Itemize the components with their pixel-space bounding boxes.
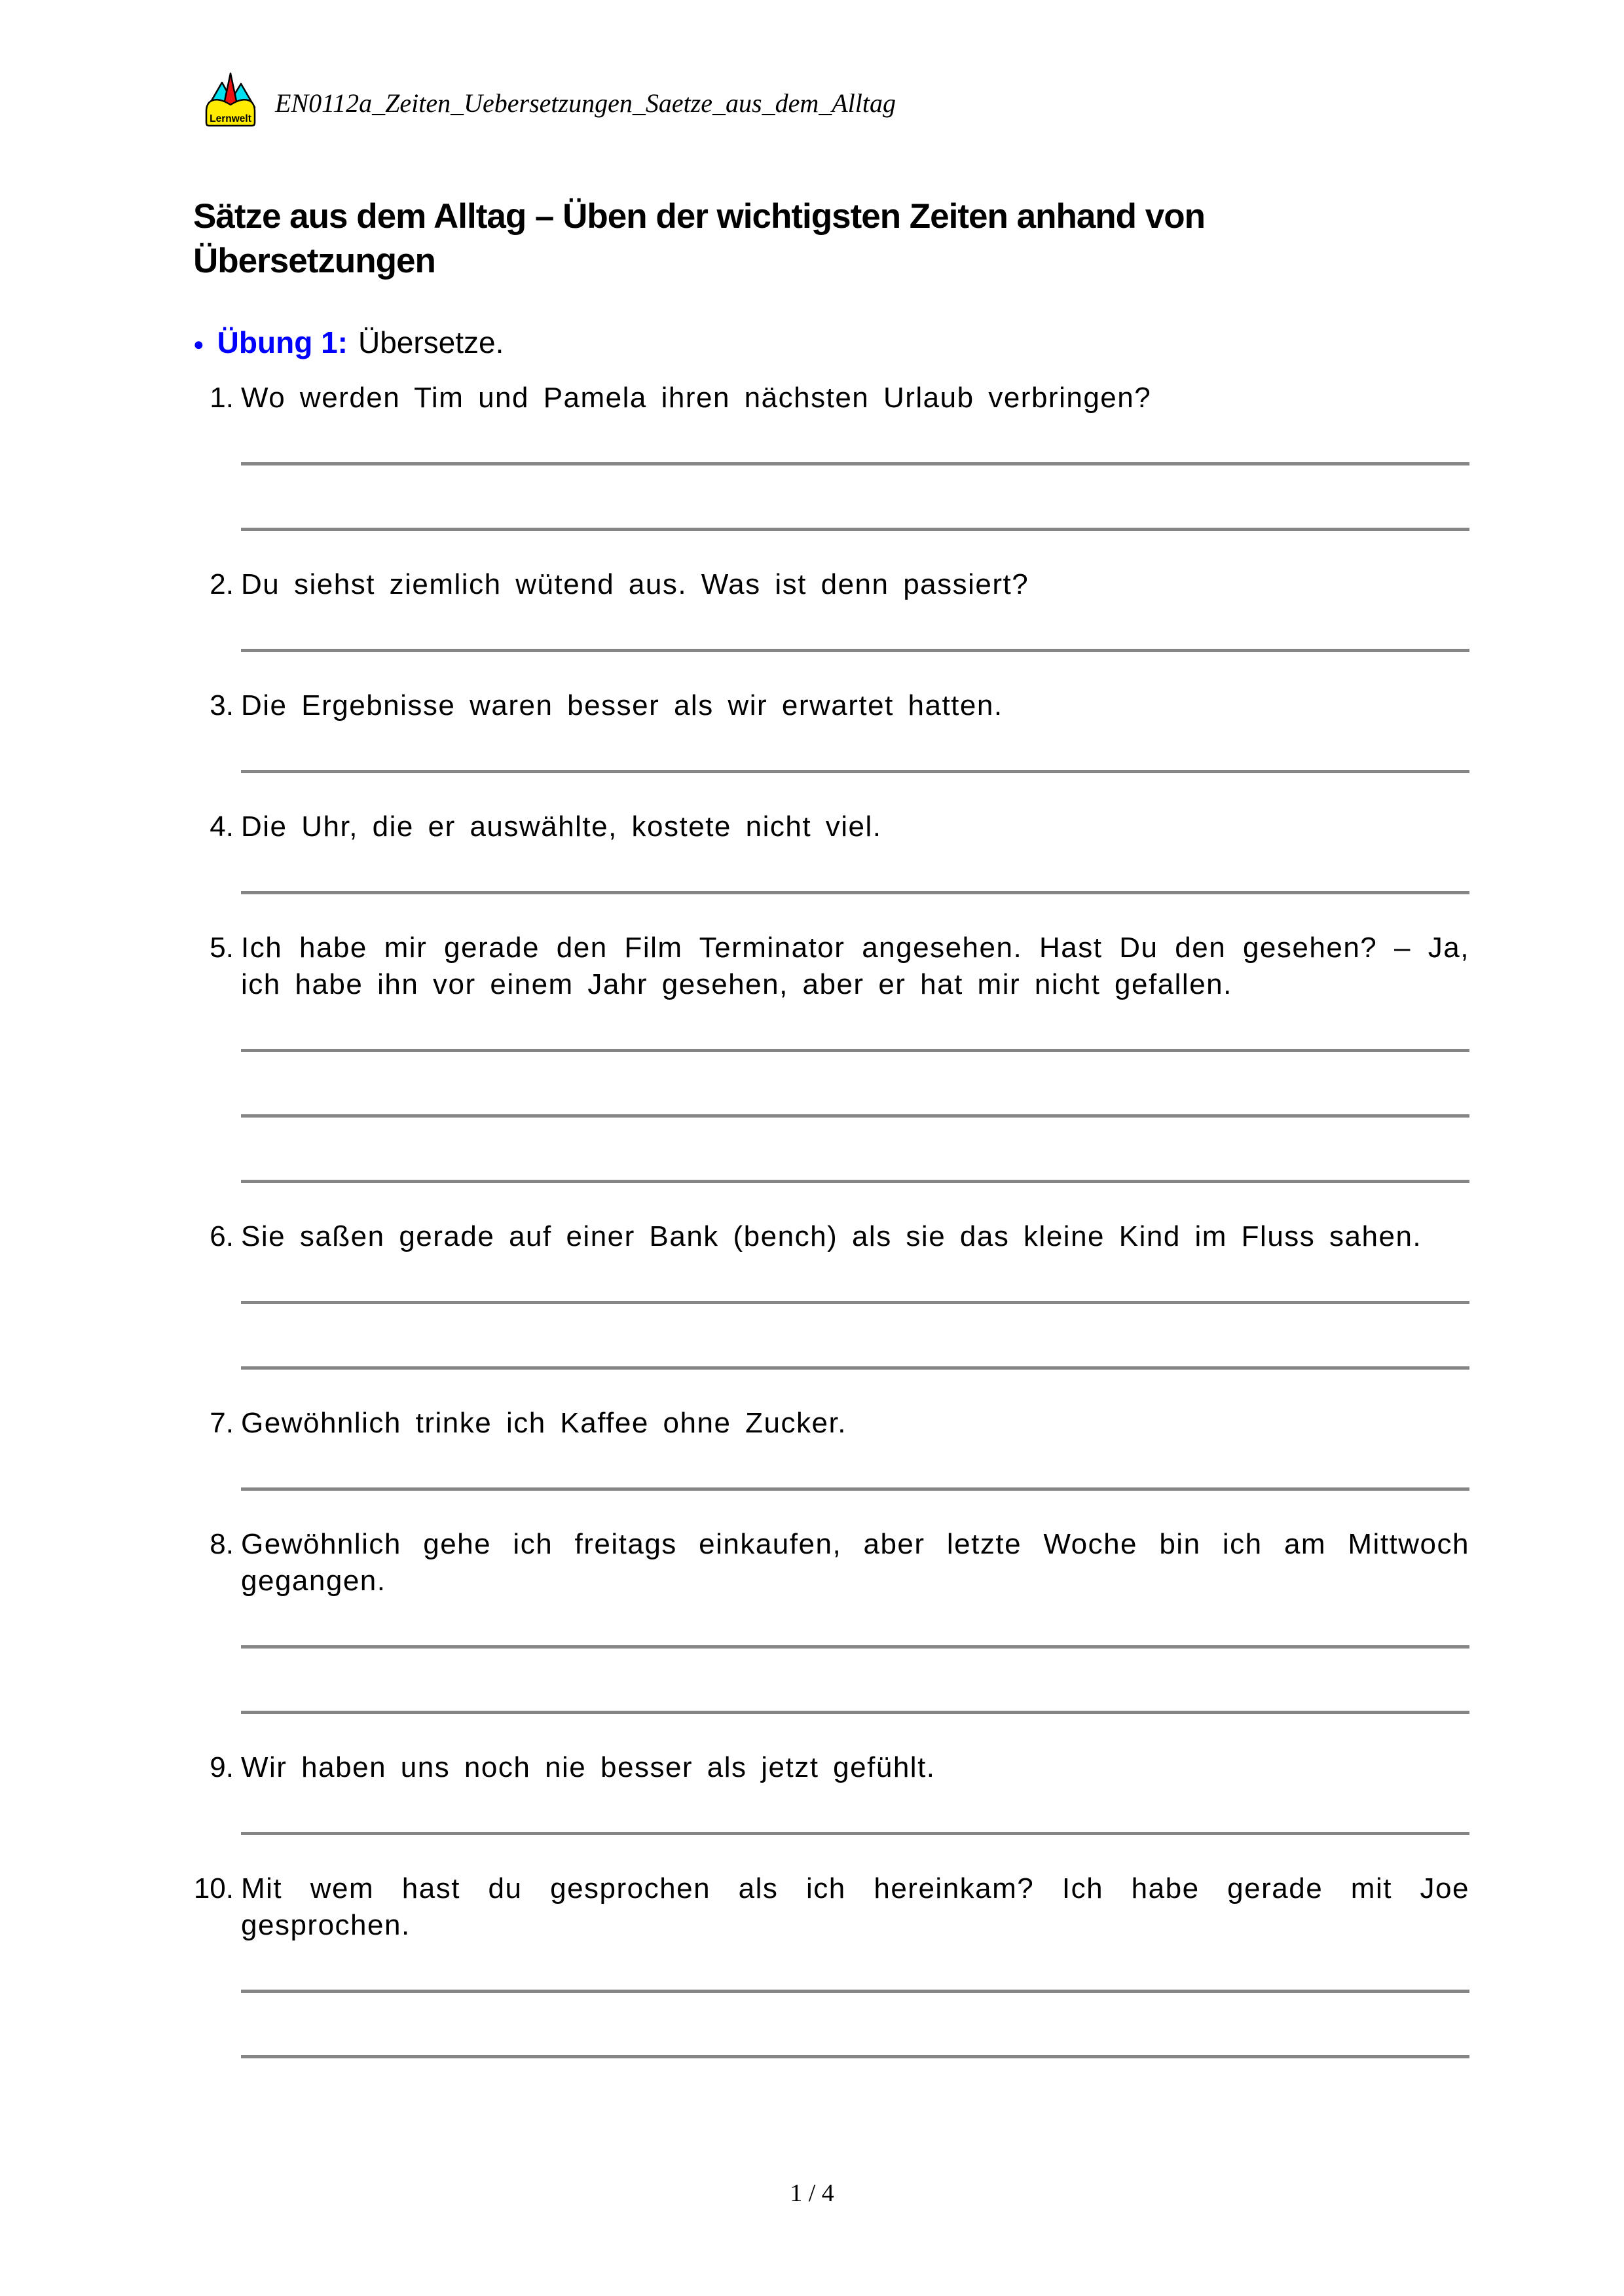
item-sentence: Ich habe mir gerade den Film Terminator angesehen. Hast Du den gesehen? – Ja, ich habe ihn vor einem Jahr gesehen, aber er hat mir nicht gefallen.: [241, 931, 1469, 1000]
item-sentence: Gewöhnlich trinke ich Kaffee ohne Zucker.: [241, 1406, 847, 1439]
exercise-label: Übung 1:: [217, 325, 348, 359]
item-sentence: Du siehst ziemlich wütend aus. Was ist denn passiert?: [241, 568, 1029, 600]
answer-line: [241, 528, 1469, 531]
answer-line: [241, 770, 1469, 773]
exercise-item: [193, 566, 1469, 652]
answer-line: [241, 1180, 1469, 1183]
item-number: 3.: [210, 689, 234, 721]
answer-line: [241, 1487, 1469, 1491]
item-sentence: Mit wem hast du gesprochen als ich hereinkam? Ich habe gerade mit Joe gesprochen.: [241, 1872, 1469, 1941]
exercise-item: [193, 1405, 1469, 1491]
item-body: [241, 380, 1469, 531]
item-number: 8.: [210, 1527, 234, 1560]
item-body: [241, 930, 1469, 1183]
answer-line: [241, 1990, 1469, 1993]
exercise-item: [193, 930, 1469, 1183]
page-title: Sätze aus dem Alltag – Üben der wichtigsten Zeiten anhand von Übersetzungen: [193, 197, 1205, 280]
logo-wordmark: Lernwelt: [210, 113, 251, 124]
lernwelt-logo: [203, 69, 258, 128]
bullet-icon: ●: [193, 333, 204, 354]
answer-line: [241, 2055, 1469, 2058]
exercise-item: [193, 687, 1469, 773]
exercise-item: [193, 1218, 1469, 1370]
item-body: [241, 566, 1469, 652]
exercise-item: [193, 809, 1469, 894]
answer-line: [241, 1114, 1469, 1118]
exercise-instruction: Übersetze.: [358, 325, 504, 359]
item-number: 10.: [193, 1872, 234, 1904]
item-body: [241, 687, 1469, 773]
answer-line: [241, 1301, 1469, 1304]
item-sentence: Wo werden Tim und Pamela ihren nächsten Urlaub verbringen?: [241, 381, 1152, 414]
answer-line: [241, 1049, 1469, 1052]
item-body: [241, 1749, 1469, 1835]
page-number: 1 / 4: [790, 2179, 834, 2207]
item-body: [241, 1870, 1469, 2058]
item-number: 7.: [210, 1406, 234, 1439]
item-number: 4.: [210, 810, 234, 843]
item-number: 2.: [210, 568, 234, 600]
item-body: [241, 1218, 1469, 1370]
document-code: EN0112a_Zeiten_Uebersetzungen_Saetze_aus_dem_Alltag: [275, 88, 896, 118]
answer-line: [241, 1366, 1469, 1370]
exercise-heading: [193, 324, 1469, 363]
answer-line: [241, 1832, 1469, 1835]
item-sentence: Die Uhr, die er auswählte, kostete nicht viel.: [241, 810, 882, 843]
answer-line: [241, 891, 1469, 894]
item-sentence: Die Ergebnisse waren besser als wir erwartet hatten.: [241, 689, 1003, 721]
item-sentence: Sie saßen gerade auf einer Bank (bench) als sie das kleine Kind im Fluss sahen.: [241, 1220, 1422, 1252]
item-body: [241, 1526, 1469, 1714]
item-body: [241, 809, 1469, 894]
exercise-item: [193, 380, 1469, 531]
exercise-item: [193, 1870, 1469, 2058]
answer-line: [241, 649, 1469, 652]
item-number: 9.: [210, 1751, 234, 1783]
item-number: 1.: [210, 381, 234, 414]
answer-line: [241, 462, 1469, 465]
exercise-items: [193, 380, 1469, 2058]
item-sentence: Gewöhnlich gehe ich freitags einkaufen, aber letzte Woche bin ich am Mittwoch gegangen.: [241, 1527, 1469, 1597]
answer-line: [241, 1645, 1469, 1649]
exercise-item: [193, 1749, 1469, 1835]
mountains-logo-icon: [203, 69, 258, 128]
item-body: [241, 1405, 1469, 1491]
answer-line: [241, 1711, 1469, 1714]
item-sentence: Wir haben uns noch nie besser als jetzt gefühlt.: [241, 1751, 936, 1783]
page-header: [203, 69, 1469, 129]
item-number: 5.: [210, 931, 234, 964]
item-number: 6.: [210, 1220, 234, 1252]
exercise-item: [193, 1526, 1469, 1714]
